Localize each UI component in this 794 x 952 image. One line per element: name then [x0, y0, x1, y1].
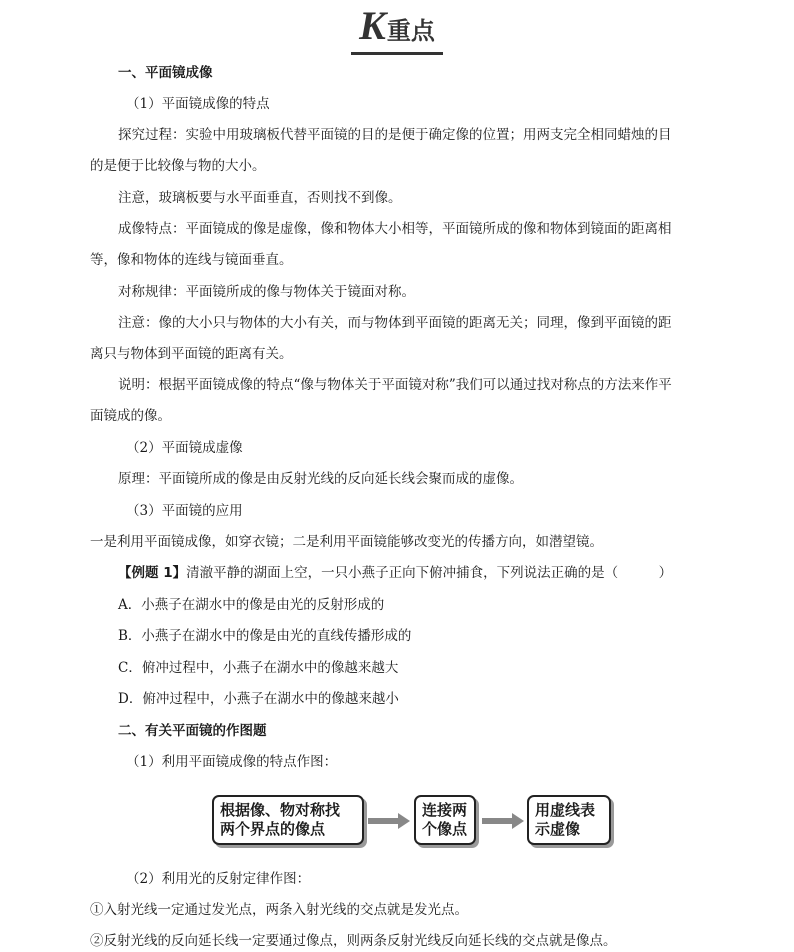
subheading-2: （2）平面镜成虚像: [126, 440, 243, 456]
flow-box-2-line-2: 个像点: [422, 820, 468, 838]
option-c: C．俯冲过程中，小燕子在湖水中的像越来越大: [118, 660, 399, 676]
flow-arrow-1: [368, 812, 410, 830]
note-2-line-2: 离只与物体到平面镜的距离有关。: [90, 346, 293, 362]
flow-box-2-line-1: 连接两: [422, 801, 468, 819]
explain-line-2: 面镜成的像。: [90, 408, 171, 424]
flow-box-2: [414, 795, 476, 845]
note-1: 注意，玻璃板要与水平面垂直，否则找不到像。: [118, 190, 402, 206]
example-1: [118, 563, 738, 583]
flow-box-1-line-1: 根据像、物对称找: [220, 801, 341, 819]
option-d: D．俯冲过程中，小燕子在湖水中的像越来越小: [118, 691, 399, 707]
feature-line-1: 成像特点：平面镜成的像是虚像，像和物体大小相等，平面镜所成的像和物体到镜面的距离相: [118, 221, 672, 237]
option-b: B．小燕子在湖水中的像是由光的直线传播形成的: [118, 628, 412, 644]
flow-box-1: [212, 795, 364, 845]
title-k: K: [359, 3, 387, 48]
subheading-1: （1）平面镜成像的特点: [126, 96, 270, 112]
note-2-line-1: 注意：像的大小只与物体的大小有关，而与物体到平面镜的距离无关；同理，像到平面镜的距: [118, 315, 672, 331]
example-question: 清澈平静的湖面上空，一只小燕子正向下俯冲捕食，下列说法正确的是（ ）: [186, 565, 673, 581]
page-title: [0, 2, 794, 55]
section-heading-2: 二、有关平面镜的作图题: [118, 723, 267, 739]
application: 一是利用平面镜成像，如穿衣镜；二是利用平面镜能够改变光的传播方向，如潜望镜。: [90, 534, 603, 550]
reflection-item-1: ①入射光线一定通过发光点，两条入射光线的交点就是发光点。: [90, 902, 468, 918]
subheading-3: （3）平面镜的应用: [126, 503, 243, 519]
reflection-item-2: ②反射光线的反向延长线一定要通过像点，则两条反射光线反向延长线的交点就是像点。: [90, 933, 617, 949]
title-text: 重点: [386, 17, 435, 45]
flow-box-3: [527, 795, 611, 845]
option-a: A．小燕子在湖水中的像是由光的反射形成的: [118, 597, 385, 613]
principle: 原理：平面镜所成的像是由反射光线的反向延长线会聚而成的虚像。: [118, 471, 523, 487]
explore-line-2: 的是便于比较像与物的大小。: [90, 158, 266, 174]
title-underline: [351, 52, 443, 55]
feature-line-2: 等，像和物体的连线与镜面垂直。: [90, 252, 293, 268]
subheading-q2: （2）利用光的反射定律作图：: [126, 871, 311, 887]
symmetry-rule: 对称规律：平面镜所成的像与物体关于镜面对称。: [118, 284, 415, 300]
flow-arrow-2: [482, 812, 524, 830]
flow-box-3-line-1: 用虚线表: [535, 801, 596, 819]
example-tag: 【例题 1】: [118, 565, 187, 581]
explore-line-1: 探究过程：实验中用玻璃板代替平面镜的目的是便于确定像的位置；用两支完全相同蜡烛的目: [118, 127, 672, 143]
flow-box-1-line-2: 两个界点的像点: [220, 820, 326, 838]
subheading-q1: （1）利用平面镜成像的特点作图：: [126, 754, 338, 770]
explain-line-1: 说明：根据平面镜成像的特点“像与物体关于平面镜对称”我们可以通过找对称点的方法来作平: [118, 377, 672, 393]
flow-box-3-line-2: 示虚像: [535, 820, 581, 838]
section-heading-1: 一、平面镜成像: [118, 65, 213, 81]
